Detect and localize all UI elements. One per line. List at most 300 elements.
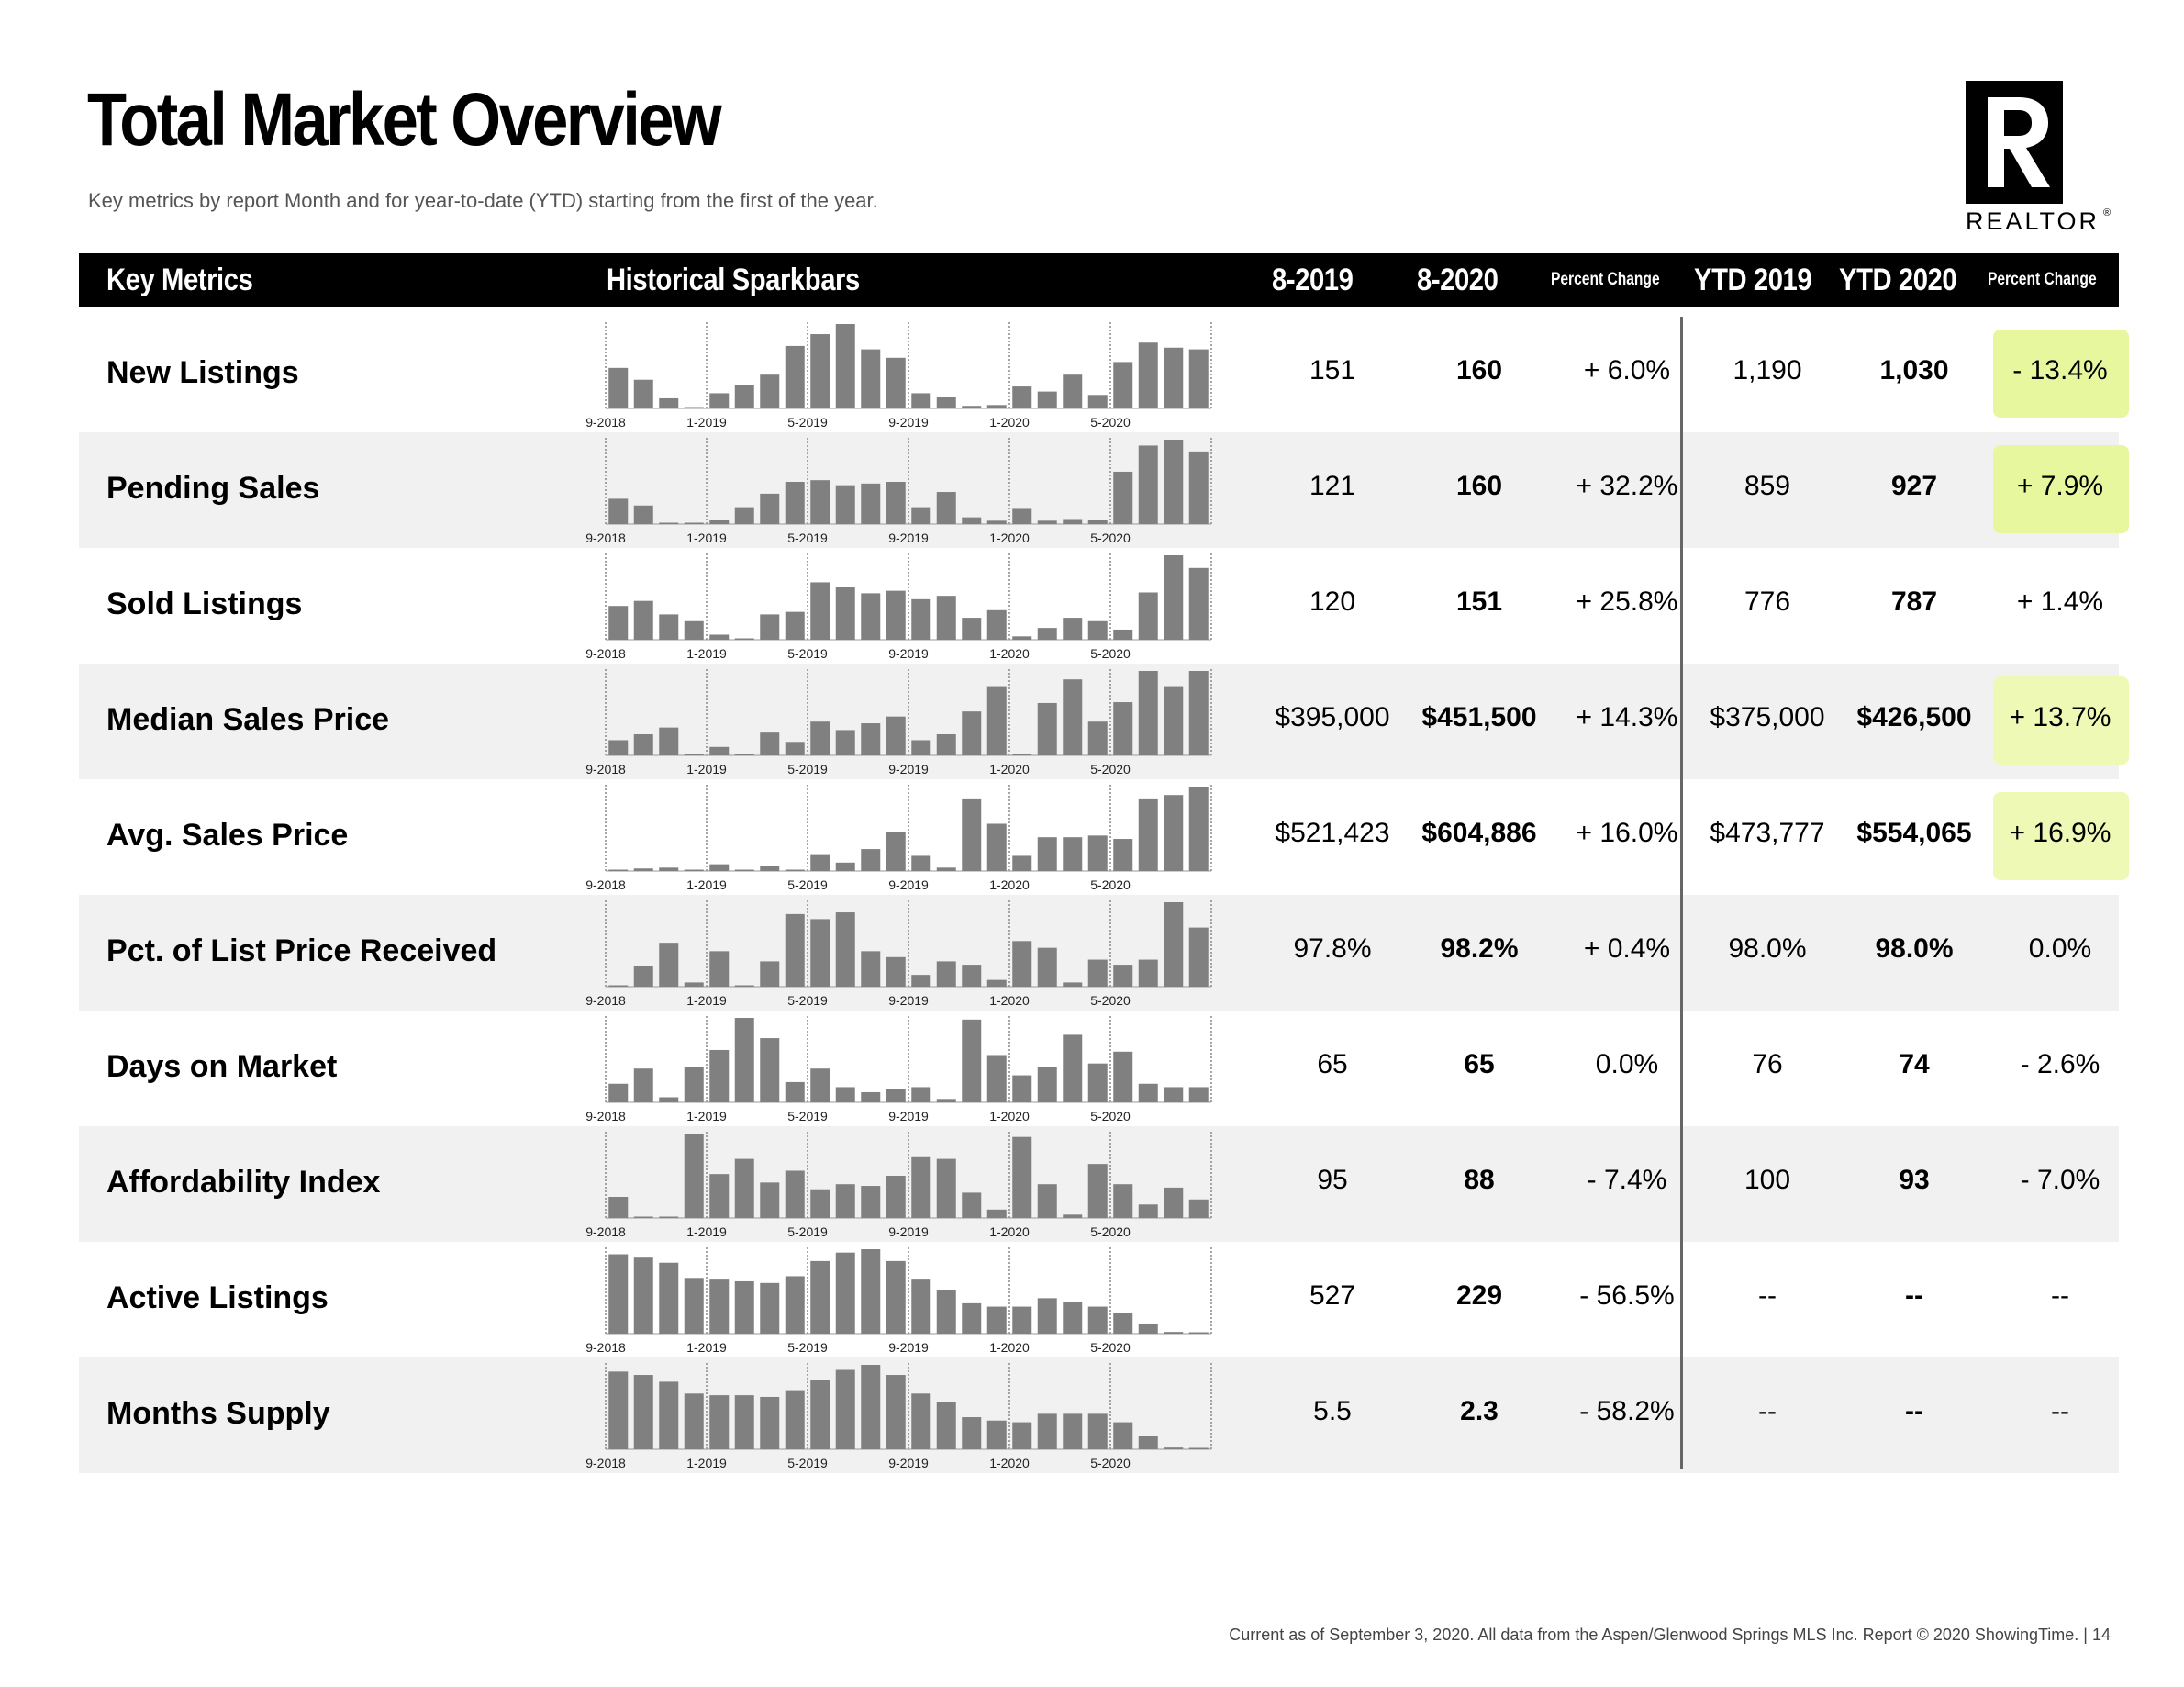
- registered-mark: ®: [2103, 207, 2112, 218]
- sparkbar-chart: [585, 432, 1318, 548]
- sparkbar-chart: [585, 548, 1318, 664]
- spark-tick-label: 9-2018: [585, 646, 626, 661]
- spark-bar: [1189, 1087, 1209, 1102]
- spark-tick-label: 9-2019: [888, 531, 929, 545]
- spark-bar: [1164, 687, 1183, 755]
- spark-bar: [1063, 1413, 1082, 1449]
- spark-bar: [634, 1217, 653, 1219]
- ytd-curr-value: 74: [1899, 1049, 1930, 1079]
- spark-bar: [709, 951, 729, 987]
- spark-bar: [911, 1279, 930, 1334]
- spark-bar: [836, 587, 855, 640]
- metric-row: [79, 664, 2119, 779]
- spark-bar: [735, 1395, 754, 1449]
- spark-bar: [1088, 960, 1108, 987]
- spark-bar: [1063, 1214, 1082, 1218]
- spark-bar: [1139, 799, 1158, 871]
- metric-row: [79, 895, 2119, 1011]
- realtor-logo: [1966, 81, 2112, 235]
- spark-bar: [1164, 902, 1183, 987]
- month-prev-value: 65: [1317, 1049, 1348, 1079]
- sparkbar-chart: [585, 1242, 1318, 1357]
- month-prev-value: $521,423: [1275, 818, 1390, 848]
- spark-bar: [709, 520, 729, 524]
- spark-bar: [735, 1018, 754, 1102]
- spark-bar: [810, 1380, 830, 1449]
- spark-bar: [987, 405, 1007, 408]
- ytd-prev-value: 1,190: [1733, 355, 1802, 385]
- spark-bar: [1113, 1052, 1132, 1102]
- spark-bar: [1139, 1436, 1158, 1449]
- month-curr-value: 160: [1455, 471, 1503, 501]
- spark-bar: [1088, 520, 1108, 524]
- spark-bar: [836, 1087, 855, 1102]
- spark-bar: [1038, 703, 1057, 755]
- spark-tick-label: 1-2019: [686, 415, 727, 430]
- ytd-curr-value: 98.0%: [1875, 933, 1954, 964]
- spark-bar: [836, 912, 855, 987]
- spark-tick-label: 9-2019: [888, 877, 929, 892]
- spark-bar: [1164, 1332, 1183, 1334]
- spark-bar: [911, 855, 930, 871]
- month-prev-value: 120: [1309, 587, 1356, 617]
- metric-row: [79, 1011, 2119, 1126]
- sparkbar-chart: [585, 1011, 1318, 1126]
- spark-bar: [1113, 839, 1132, 871]
- spark-bar: [861, 484, 880, 524]
- spark-tick-label: 1-2019: [686, 1340, 727, 1355]
- spark-bar: [1088, 1064, 1108, 1102]
- month-pct-value: + 32.2%: [1576, 471, 1678, 501]
- spark-bar: [1189, 350, 1209, 408]
- spark-bar: [886, 957, 906, 987]
- spark-bar: [1038, 837, 1057, 871]
- spark-bar: [735, 754, 754, 755]
- spark-bar: [760, 1397, 779, 1449]
- spark-bar: [962, 618, 981, 640]
- spark-tick-label: 9-2018: [585, 1109, 626, 1123]
- spark-tick-label: 5-2020: [1090, 415, 1131, 430]
- header-ytd-pct-change: Percent Change: [1988, 270, 2097, 289]
- spark-bar: [608, 1255, 628, 1334]
- spark-tick-label: 9-2019: [888, 646, 929, 661]
- spark-bar: [810, 919, 830, 987]
- spark-bar: [861, 1249, 880, 1334]
- spark-bar: [861, 350, 880, 408]
- spark-bar: [937, 734, 956, 755]
- spark-bar: [861, 723, 880, 755]
- spark-tick-label: 5-2020: [1090, 993, 1131, 1008]
- spark-bar: [709, 1279, 729, 1334]
- spark-tick-label: 5-2019: [787, 1224, 828, 1239]
- spark-bar: [608, 368, 628, 408]
- spark-bar: [987, 1210, 1007, 1218]
- ytd-pct-value: - 7.0%: [2020, 1165, 2100, 1195]
- spark-tick-label: 1-2019: [686, 1224, 727, 1239]
- spark-bar: [987, 1055, 1007, 1102]
- spark-bar: [836, 324, 855, 408]
- ytd-curr-value: 1,030: [1879, 355, 1949, 385]
- spark-bar: [810, 582, 830, 640]
- sparkbar-chart: [585, 895, 1318, 1011]
- spark-tick-label: 9-2018: [585, 415, 626, 430]
- spark-bar: [1012, 508, 1031, 524]
- page-footer: Current as of September 3, 2020. All data from the Aspen/Glenwood Springs MLS Inc. Report © 2020 ShowingTime. | 14: [1229, 1626, 2111, 1644]
- spark-bar: [987, 1421, 1007, 1449]
- spark-bar: [962, 1303, 981, 1334]
- spark-bar: [1113, 1313, 1132, 1334]
- spark-tick-label: 9-2019: [888, 762, 929, 776]
- month-prev-value: 95: [1317, 1165, 1348, 1195]
- spark-bar: [911, 599, 930, 640]
- spark-bar: [735, 986, 754, 988]
- spark-bar: [962, 518, 981, 524]
- month-curr-value: 98.2%: [1440, 933, 1519, 964]
- spark-bar: [861, 1186, 880, 1218]
- spark-bar: [1063, 1034, 1082, 1102]
- spark-bar: [709, 1395, 729, 1449]
- spark-bar: [786, 346, 805, 408]
- spark-tick-label: 1-2020: [989, 1109, 1030, 1123]
- spark-bar: [1164, 440, 1183, 524]
- spark-bar: [886, 1176, 906, 1218]
- spark-bar: [1189, 1333, 1209, 1335]
- ytd-prev-value: --: [1758, 1280, 1777, 1311]
- ytd-prev-value: 776: [1744, 587, 1791, 617]
- spark-bar: [1189, 568, 1209, 640]
- spark-bar: [987, 1307, 1007, 1334]
- spark-bar: [760, 961, 779, 987]
- spark-bar: [962, 1192, 981, 1218]
- spark-bar: [861, 1092, 880, 1102]
- spark-tick-label: 9-2019: [888, 1456, 929, 1470]
- ytd-pct-value: + 13.7%: [2009, 702, 2112, 732]
- spark-bar: [1063, 1302, 1082, 1334]
- spark-bar: [685, 1278, 704, 1334]
- spark-tick-label: 9-2019: [888, 1224, 929, 1239]
- month-pct-value: + 25.8%: [1576, 587, 1678, 617]
- spark-bar: [709, 1174, 729, 1218]
- spark-bar: [1113, 630, 1132, 640]
- month-curr-value: 88: [1464, 1165, 1495, 1195]
- spark-bar: [1063, 618, 1082, 640]
- spark-bar: [1012, 1076, 1031, 1102]
- spark-bar: [659, 1381, 678, 1449]
- spark-bar: [836, 1370, 855, 1449]
- ytd-prev-value: 76: [1752, 1049, 1783, 1079]
- spark-tick-label: 5-2019: [787, 1109, 828, 1123]
- metric-name: Days on Market: [106, 1049, 338, 1084]
- spark-bar: [836, 486, 855, 524]
- metric-name: Pending Sales: [106, 471, 320, 506]
- spark-bar: [634, 601, 653, 640]
- sparkbar-chart: [585, 1126, 1318, 1242]
- spark-bar: [886, 358, 906, 408]
- spark-bar: [685, 1393, 704, 1449]
- month-prev-value: 527: [1309, 1280, 1356, 1311]
- spark-bar: [1139, 445, 1158, 524]
- spark-bar: [1139, 960, 1158, 987]
- spark-bar: [937, 1099, 956, 1102]
- spark-tick-label: 5-2020: [1090, 646, 1131, 661]
- ytd-pct-value: --: [2051, 1280, 2069, 1311]
- month-curr-value: 229: [1455, 1280, 1503, 1311]
- spark-tick-label: 1-2020: [989, 531, 1030, 545]
- spark-bar: [786, 914, 805, 987]
- spark-bar: [1139, 1084, 1158, 1102]
- spark-bar: [962, 711, 981, 755]
- month-pct-value: - 7.4%: [1587, 1165, 1667, 1195]
- spark-bar: [1038, 1184, 1057, 1218]
- spark-bar: [886, 1089, 906, 1102]
- spark-bar: [685, 1067, 704, 1102]
- spark-bar: [685, 621, 704, 640]
- header-ytd-curr: YTD 2020: [1839, 263, 1957, 297]
- spark-bar: [608, 1197, 628, 1218]
- ytd-curr-value: 93: [1899, 1165, 1930, 1195]
- spark-bar: [886, 591, 906, 640]
- spark-bar: [1012, 941, 1031, 987]
- spark-tick-label: 9-2018: [585, 993, 626, 1008]
- spark-bar: [1189, 1448, 1209, 1450]
- spark-bar: [760, 494, 779, 524]
- ytd-curr-value: 927: [1890, 471, 1938, 501]
- spark-bar: [634, 966, 653, 987]
- spark-bar: [1088, 1164, 1108, 1218]
- spark-bar: [659, 1263, 678, 1334]
- spark-bar: [1038, 520, 1057, 524]
- spark-bar: [1139, 671, 1158, 755]
- month-prev-value: 5.5: [1313, 1396, 1352, 1426]
- realtor-r-icon: [1966, 81, 2063, 204]
- ytd-prev-value: $375,000: [1710, 702, 1825, 732]
- header-month-curr: 8-2020: [1417, 263, 1499, 297]
- spark-bar: [786, 482, 805, 524]
- spark-tick-label: 9-2018: [585, 877, 626, 892]
- ytd-prev-value: --: [1758, 1396, 1777, 1426]
- spark-bar: [962, 1417, 981, 1449]
- spark-tick-label: 1-2020: [989, 1224, 1030, 1239]
- spark-tick-label: 9-2019: [888, 993, 929, 1008]
- metric-row: [79, 317, 2119, 432]
- spark-bar: [1113, 472, 1132, 524]
- spark-tick-label: 1-2020: [989, 646, 1030, 661]
- spark-bar: [659, 523, 678, 525]
- month-prev-value: 97.8%: [1293, 933, 1372, 964]
- spark-bar: [608, 986, 628, 988]
- sparkbar-chart: [585, 779, 1318, 895]
- spark-tick-label: 5-2020: [1090, 762, 1131, 776]
- spark-tick-label: 5-2019: [787, 1456, 828, 1470]
- spark-bar: [634, 1257, 653, 1334]
- spark-bar: [608, 1084, 628, 1102]
- spark-tick-label: 5-2019: [787, 415, 828, 430]
- metric-name: Months Supply: [106, 1396, 330, 1431]
- spark-bar: [1038, 1413, 1057, 1449]
- spark-tick-label: 1-2020: [989, 762, 1030, 776]
- metric-row: [79, 548, 2119, 664]
- spark-bar: [911, 740, 930, 755]
- spark-bar: [886, 482, 906, 524]
- spark-bar: [1113, 702, 1132, 755]
- spark-bar: [1038, 392, 1057, 408]
- spark-bar: [659, 867, 678, 871]
- spark-bar: [937, 596, 956, 640]
- spark-bar: [937, 867, 956, 871]
- sparkbar-chart: [585, 1357, 1318, 1473]
- spark-bar: [608, 1371, 628, 1449]
- metric-name: Active Listings: [106, 1280, 329, 1315]
- ytd-prev-value: 98.0%: [1728, 933, 1807, 964]
- spark-bar: [1063, 982, 1082, 987]
- spark-bar: [608, 606, 628, 640]
- spark-bar: [937, 1159, 956, 1218]
- ytd-pct-value: - 2.6%: [2020, 1049, 2100, 1079]
- spark-tick-label: 1-2020: [989, 1340, 1030, 1355]
- month-curr-value: 151: [1455, 587, 1503, 617]
- spark-tick-label: 5-2020: [1090, 1224, 1131, 1239]
- spark-bar: [659, 1217, 678, 1219]
- header-pct-change: Percent Change: [1551, 270, 1660, 289]
- spark-bar: [1189, 928, 1209, 987]
- ytd-pct-value: + 1.4%: [2016, 587, 2104, 617]
- spark-bar: [911, 1157, 930, 1218]
- spark-bar: [709, 747, 729, 755]
- spark-bar: [1063, 519, 1082, 524]
- ytd-curr-value: --: [1905, 1280, 1923, 1311]
- spark-bar: [810, 1068, 830, 1102]
- month-curr-value: $451,500: [1421, 702, 1537, 732]
- spark-tick-label: 5-2019: [787, 993, 828, 1008]
- spark-bar: [760, 1182, 779, 1218]
- spark-bar: [685, 523, 704, 525]
- ytd-curr-value: $426,500: [1856, 702, 1972, 732]
- spark-tick-label: 1-2019: [686, 993, 727, 1008]
- header-key-metrics: Key Metrics: [106, 263, 253, 297]
- spark-bar: [685, 870, 704, 872]
- metric-row: [79, 432, 2119, 548]
- spark-bar: [987, 610, 1007, 640]
- spark-bar: [760, 732, 779, 755]
- month-curr-value: $604,886: [1421, 818, 1537, 848]
- ytd-pct-value: --: [2051, 1396, 2069, 1426]
- spark-bar: [1063, 679, 1082, 755]
- spark-bar: [810, 480, 830, 524]
- month-pct-value: - 56.5%: [1579, 1280, 1675, 1311]
- spark-bar: [861, 849, 880, 871]
- spark-bar: [659, 728, 678, 755]
- spark-bar: [937, 397, 956, 408]
- spark-tick-label: 1-2019: [686, 1109, 727, 1123]
- spark-bar: [987, 687, 1007, 755]
- spark-bar: [810, 721, 830, 755]
- month-prev-value: $395,000: [1275, 702, 1390, 732]
- spark-bar: [1038, 628, 1057, 640]
- spark-bar: [1139, 592, 1158, 640]
- spark-tick-label: 5-2019: [787, 1340, 828, 1355]
- spark-tick-label: 5-2020: [1090, 1340, 1131, 1355]
- month-pct-value: 0.0%: [1595, 1049, 1659, 1079]
- spark-bar: [608, 740, 628, 755]
- spark-bar: [810, 855, 830, 871]
- ytd-curr-value: $554,065: [1856, 818, 1972, 848]
- metric-name: Median Sales Price: [106, 702, 390, 737]
- spark-bar: [760, 1283, 779, 1334]
- spark-bar: [861, 1365, 880, 1449]
- spark-tick-label: 1-2020: [989, 1456, 1030, 1470]
- sparkbar-chart: [585, 664, 1318, 779]
- spark-bar: [659, 1097, 678, 1102]
- spark-tick-label: 5-2020: [1090, 877, 1131, 892]
- sparkbar-chart: [585, 317, 1318, 432]
- spark-bar: [659, 398, 678, 408]
- ytd-curr-value: 787: [1890, 587, 1938, 617]
- spark-bar: [1038, 948, 1057, 987]
- spark-tick-label: 9-2019: [888, 1109, 929, 1123]
- spark-bar: [1164, 1188, 1183, 1218]
- spark-bar: [1164, 348, 1183, 408]
- spark-bar: [861, 593, 880, 640]
- spark-tick-label: 5-2020: [1090, 531, 1131, 545]
- spark-bar: [886, 1375, 906, 1449]
- spark-bar: [962, 406, 981, 408]
- spark-bar: [1113, 362, 1132, 408]
- spark-bar: [1088, 1413, 1108, 1449]
- header-month-prev: 8-2019: [1272, 263, 1354, 297]
- spark-bar: [937, 961, 956, 987]
- spark-bar: [760, 1038, 779, 1102]
- ytd-curr-value: --: [1905, 1396, 1923, 1426]
- spark-bar: [634, 506, 653, 524]
- metric-name: Avg. Sales Price: [106, 818, 349, 853]
- month-pct-value: + 6.0%: [1583, 355, 1671, 385]
- spark-bar: [709, 1050, 729, 1102]
- spark-bar: [786, 1391, 805, 1449]
- spark-tick-label: 5-2019: [787, 762, 828, 776]
- spark-bar: [786, 1082, 805, 1102]
- spark-tick-label: 9-2018: [585, 1456, 626, 1470]
- spark-bar: [987, 980, 1007, 987]
- spark-bar: [735, 1281, 754, 1334]
- spark-bar: [634, 380, 653, 408]
- month-pct-value: + 14.3%: [1576, 702, 1678, 732]
- table-header: [79, 253, 2119, 307]
- ytd-prev-value: $473,777: [1710, 818, 1825, 848]
- spark-bar: [836, 1253, 855, 1334]
- spark-bar: [1088, 395, 1108, 408]
- spark-tick-label: 9-2018: [585, 531, 626, 545]
- spark-bar: [1088, 1307, 1108, 1334]
- ytd-divider: [1680, 317, 1683, 1469]
- spark-tick-label: 1-2020: [989, 415, 1030, 430]
- spark-bar: [861, 951, 880, 987]
- spark-bar: [760, 866, 779, 871]
- spark-tick-label: 1-2019: [686, 646, 727, 661]
- page-subtitle: Key metrics by report Month and for year-to-date (YTD) starting from the first of the year.: [88, 189, 878, 212]
- spark-bar: [1012, 754, 1031, 755]
- month-curr-value: 160: [1455, 355, 1503, 385]
- spark-bar: [1088, 721, 1108, 755]
- spark-bar: [937, 1402, 956, 1449]
- spark-bar: [1113, 1423, 1132, 1449]
- spark-bar: [1012, 855, 1031, 871]
- spark-bar: [1189, 452, 1209, 524]
- spark-tick-label: 5-2019: [787, 877, 828, 892]
- spark-bar: [886, 1261, 906, 1334]
- spark-tick-label: 1-2020: [989, 993, 1030, 1008]
- spark-tick-label: 9-2018: [585, 1340, 626, 1355]
- spark-bar: [709, 865, 729, 871]
